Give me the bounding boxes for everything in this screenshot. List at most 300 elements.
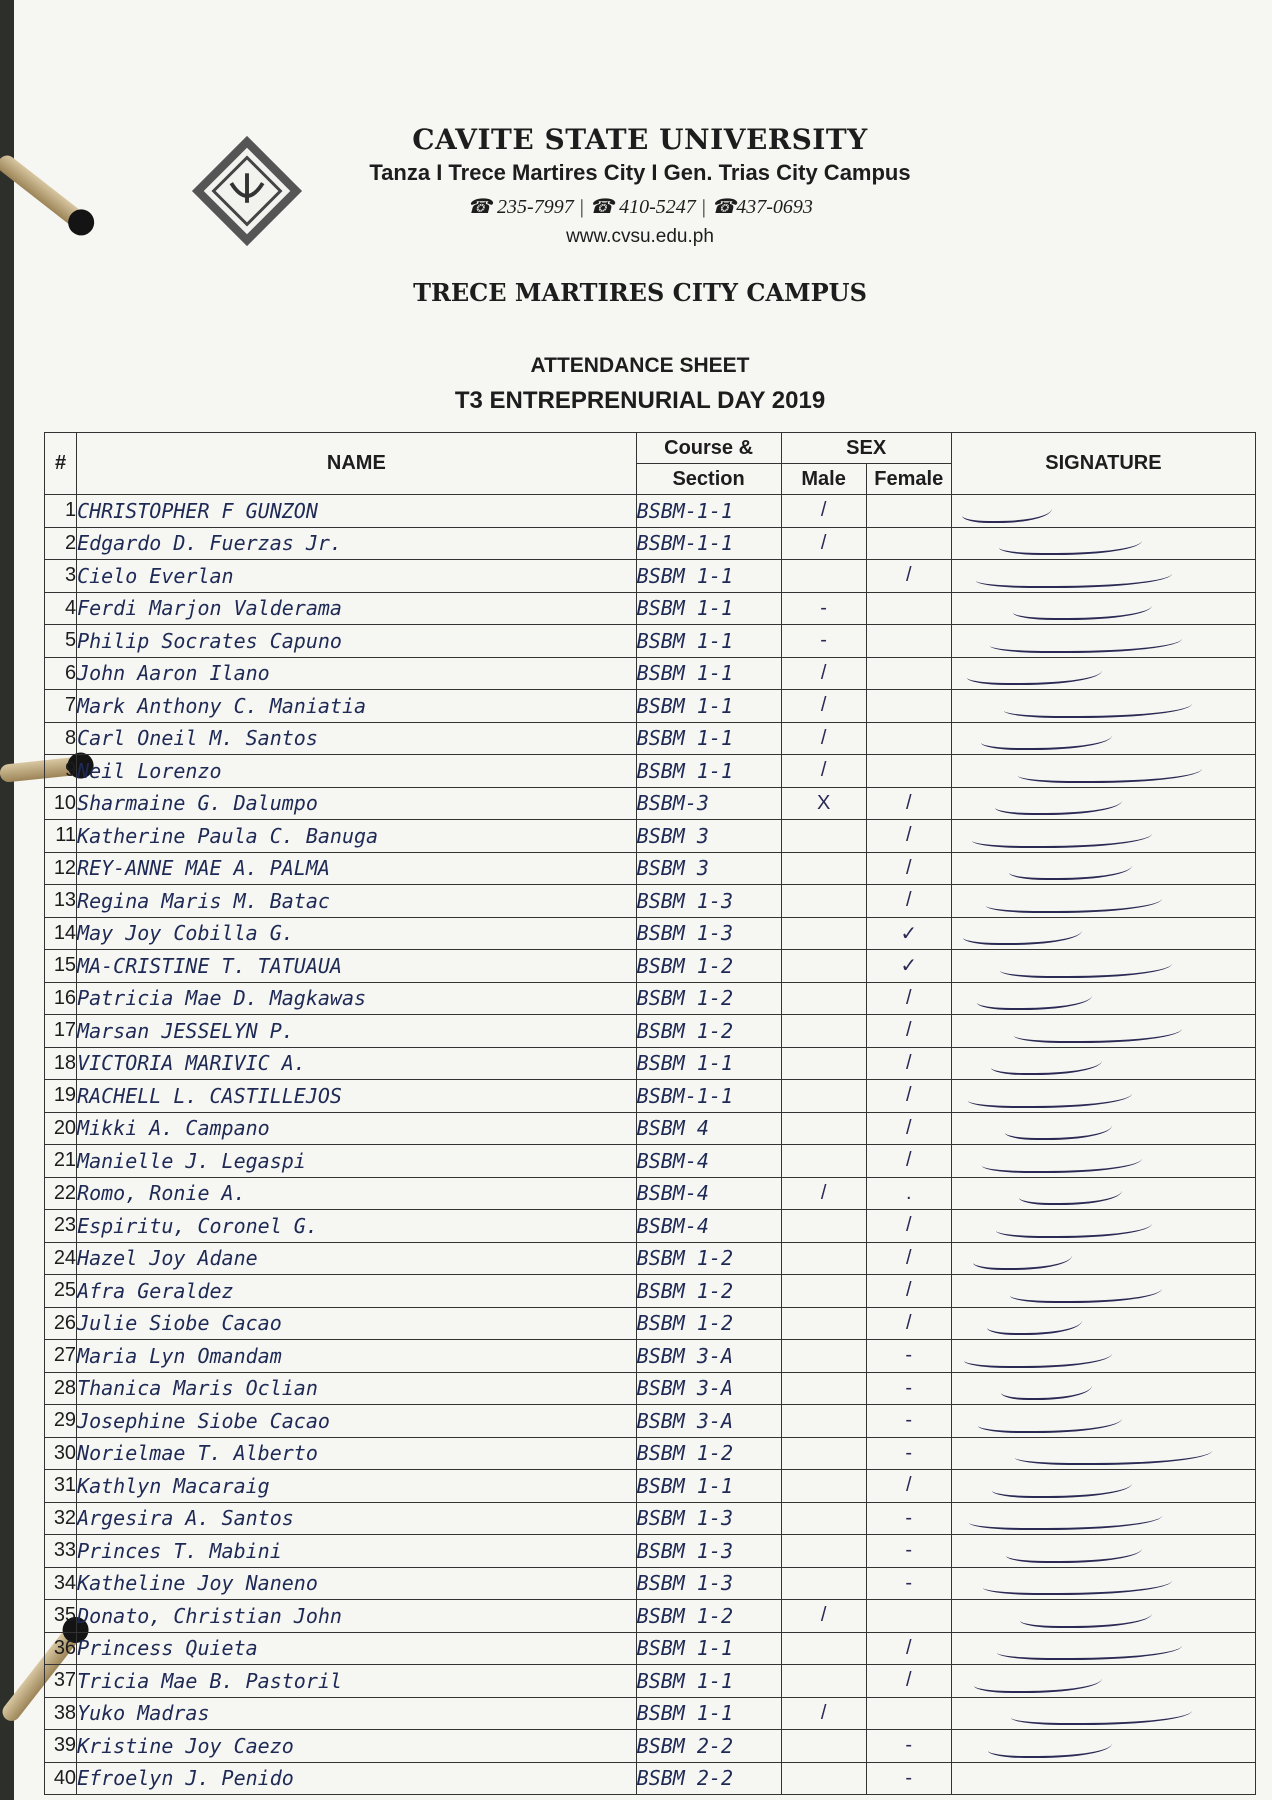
attendee-name: Kristine Joy Caezo [77,1730,637,1763]
sex-female-mark: / [866,820,951,853]
sex-male-mark [781,1242,866,1275]
course-section: BSBM-4 [636,1210,781,1243]
sex-female-mark: / [866,1242,951,1275]
attendee-name: Efroelyn J. Penido [77,1762,637,1795]
table-row [45,885,1256,918]
attendee-name: Kathlyn Macaraig [77,1470,637,1503]
course-section: BSBM 1-2 [636,1600,781,1633]
signature-scribble-icon [972,824,1152,848]
sex-male-mark [781,1112,866,1145]
course-section: BSBM 1-2 [636,1242,781,1275]
table-row [45,495,1256,528]
sex-female-mark: - [866,1535,951,1568]
row-number: 36 [45,1632,77,1665]
sex-male-mark [781,820,866,853]
signature-cell [951,1210,1255,1243]
attendee-name: Princess Quieta [77,1632,637,1665]
row-number: 25 [45,1275,77,1308]
signature-cell [951,852,1255,885]
row-number: 28 [45,1372,77,1405]
attendee-name: Mikki A. Campano [77,1112,637,1145]
course-section: BSBM-4 [636,1145,781,1178]
sex-male-mark: / [781,1697,866,1730]
signature-scribble-icon [996,1214,1152,1238]
table-row [45,852,1256,885]
sex-male-mark [781,1470,866,1503]
signature-cell [951,1080,1255,1113]
table-row [45,625,1256,658]
row-number: 1 [45,495,77,528]
signature-scribble-icon [999,531,1142,555]
signature-scribble-icon [964,1344,1112,1368]
attendee-name: Julie Siobe Cacao [77,1307,637,1340]
row-number: 26 [45,1307,77,1340]
col-header-name: NAME [77,433,637,495]
signature-scribble-icon [1019,1181,1122,1205]
signature-scribble-icon [974,1669,1102,1693]
sex-female-mark: / [866,1470,951,1503]
signature-scribble-icon [983,1571,1172,1595]
signature-cell [951,1372,1255,1405]
signature-scribble-icon [969,1506,1162,1530]
attendee-name: Cielo Everlan [77,560,637,593]
sex-male-mark [781,1535,866,1568]
row-number: 6 [45,657,77,690]
sex-female-mark: / [866,1210,951,1243]
sex-male-mark [781,1632,866,1665]
signature-scribble-icon [962,499,1052,523]
attendee-name: Afra Geraldez [77,1275,637,1308]
signature-scribble-icon [995,791,1122,815]
sex-male-mark [781,1340,866,1373]
signature-scribble-icon [981,726,1112,750]
course-section: BSBM 1-1 [636,560,781,593]
col-header-male: Male [781,464,866,495]
row-number: 14 [45,917,77,950]
row-number: 22 [45,1177,77,1210]
course-section: BSBM-1-1 [636,495,781,528]
table-row [45,1015,1256,1048]
col-header-number: # [45,433,77,495]
signature-cell [951,527,1255,560]
table-row [45,1697,1256,1730]
university-name: CAVITE STATE UNIVERSITY [412,123,868,156]
row-number: 3 [45,560,77,593]
course-section: BSBM 1-1 [636,625,781,658]
row-number: 4 [45,592,77,625]
sex-female-mark: / [866,885,951,918]
table-row [45,1502,1256,1535]
attendee-name: REY-ANNE MAE A. PALMA [77,852,637,885]
table-row [45,950,1256,983]
table-row [45,527,1256,560]
table-row [45,1340,1256,1373]
signature-scribble-icon [1018,759,1202,783]
row-number: 37 [45,1665,77,1698]
row-number: 12 [45,852,77,885]
table-row [45,787,1256,820]
row-number: 2 [45,527,77,560]
course-section: BSBM 1-1 [636,690,781,723]
table-row [45,1762,1256,1795]
sex-male-mark: / [781,1600,866,1633]
row-number: 8 [45,722,77,755]
col-header-female: Female [866,464,951,495]
attendee-name: Argesira A. Santos [77,1502,637,1535]
table-row [45,1080,1256,1113]
signature-cell [951,1632,1255,1665]
table-row [45,1535,1256,1568]
signature-scribble-icon [1010,1279,1162,1303]
sex-male-mark [781,852,866,885]
attendee-name: Thanica Maris Oclian [77,1372,637,1405]
attendee-name: John Aaron Ilano [77,657,637,690]
table-row [45,1567,1256,1600]
table-row [45,1307,1256,1340]
course-section: BSBM 1-1 [636,1697,781,1730]
course-section: BSBM 1-2 [636,1015,781,1048]
signature-cell [951,982,1255,1015]
signature-cell [951,495,1255,528]
course-section: BSBM 1-2 [636,982,781,1015]
signature-scribble-icon [982,1149,1142,1173]
sex-female-mark [866,690,951,723]
table-row [45,722,1256,755]
sex-female-mark: - [866,1567,951,1600]
table-row [45,1730,1256,1763]
sex-female-mark: / [866,560,951,593]
table-row [45,1632,1256,1665]
sex-female-mark [866,625,951,658]
signature-cell [951,1340,1255,1373]
signature-cell [951,1502,1255,1535]
signature-cell [951,917,1255,950]
signature-cell [951,1600,1255,1633]
signature-cell [951,787,1255,820]
row-number: 31 [45,1470,77,1503]
attendee-name: Josephine Siobe Cacao [77,1405,637,1438]
sex-female-mark: / [866,982,951,1015]
sex-male-mark [781,1015,866,1048]
attendee-name: Princes T. Mabini [77,1535,637,1568]
course-section: BSBM 1-1 [636,722,781,755]
attendee-name: Katherine Paula C. Banuga [77,820,637,853]
attendance-rows [45,495,1256,1795]
signature-scribble-icon [990,629,1182,653]
row-number: 21 [45,1145,77,1178]
signature-cell [951,1242,1255,1275]
sex-female-mark: ✓ [866,917,951,950]
sex-male-mark [781,950,866,983]
attendee-name: May Joy Cobilla G. [77,917,637,950]
signature-cell [951,1730,1255,1763]
course-section: BSBM 1-3 [636,1502,781,1535]
sex-male-mark [781,560,866,593]
course-section: BSBM 1-1 [636,1047,781,1080]
signature-scribble-icon [968,1084,1132,1108]
table-row [45,755,1256,788]
row-number: 24 [45,1242,77,1275]
row-number: 23 [45,1210,77,1243]
course-section: BSBM 1-2 [636,1437,781,1470]
campus-title: TRECE MARTIRES CITY CAMPUS [413,278,867,307]
course-section: BSBM 1-3 [636,917,781,950]
signature-scribble-icon [1013,596,1152,620]
signature-cell [951,657,1255,690]
signature-scribble-icon [1014,1019,1182,1043]
sex-male-mark [781,1047,866,1080]
sex-female-mark [866,755,951,788]
sex-female-mark: / [866,1080,951,1113]
row-number: 33 [45,1535,77,1568]
signature-cell [951,1015,1255,1048]
row-number: 35 [45,1600,77,1633]
sex-female-mark [866,1697,951,1730]
attendee-name: Mark Anthony C. Maniatia [77,690,637,723]
sex-female-mark: / [866,787,951,820]
attendee-name: RACHELL L. CASTILLEJOS [77,1080,637,1113]
sex-male-mark [781,1502,866,1535]
signature-cell [951,722,1255,755]
course-section: BSBM 4 [636,1112,781,1145]
signature-scribble-icon [1009,856,1132,880]
website-link[interactable]: www.cvsu.edu.ph [566,226,714,247]
signature-cell [951,1470,1255,1503]
attendee-name: Romo, Ronie A. [77,1177,637,1210]
signature-scribble-icon [991,1051,1102,1075]
attendee-name: Ferdi Marjon Valderama [77,592,637,625]
row-number: 38 [45,1697,77,1730]
row-number: 20 [45,1112,77,1145]
row-number: 40 [45,1762,77,1795]
table-row [45,917,1256,950]
table-row [45,560,1256,593]
sex-female-mark: / [866,1307,951,1340]
course-section: BSBM 1-2 [636,950,781,983]
course-section: BSBM-1-1 [636,1080,781,1113]
signature-cell [951,1437,1255,1470]
sex-male-mark: X [781,787,866,820]
sex-male-mark [781,1275,866,1308]
signature-scribble-icon [1004,694,1192,718]
signature-cell [951,1762,1255,1795]
signature-cell [951,690,1255,723]
table-row [45,592,1256,625]
signature-cell [951,625,1255,658]
sex-male-mark [781,1210,866,1243]
sex-female-mark: . [866,1177,951,1210]
course-section: BSBM 3-A [636,1340,781,1373]
signature-scribble-icon [987,1311,1082,1335]
attendee-name: Sharmaine G. Dalumpo [77,787,637,820]
table-row [45,690,1256,723]
attendee-name: Tricia Mae B. Pastoril [77,1665,637,1698]
signature-cell [951,1307,1255,1340]
signature-cell [951,1275,1255,1308]
attendee-name: Katheline Joy Naneno [77,1567,637,1600]
sex-male-mark [781,1665,866,1698]
signature-scribble-icon [986,889,1162,913]
sex-male-mark [781,1405,866,1438]
course-section: BSBM 3-A [636,1405,781,1438]
course-section: BSBM 1-1 [636,755,781,788]
sex-female-mark [866,495,951,528]
table-row [45,1665,1256,1698]
signature-cell [951,1112,1255,1145]
sex-female-mark: / [866,1112,951,1145]
binder-edge [0,0,14,1800]
row-number: 27 [45,1340,77,1373]
table-row [45,1210,1256,1243]
attendee-name: Neil Lorenzo [77,755,637,788]
sex-male-mark [781,1762,866,1795]
table-row [45,1047,1256,1080]
signature-cell [951,755,1255,788]
attendee-name: VICTORIA MARIVIC A. [77,1047,637,1080]
sex-female-mark: / [866,1665,951,1698]
course-section: BSBM-1-1 [636,527,781,560]
course-section: BSBM 1-1 [636,1470,781,1503]
signature-cell [951,1405,1255,1438]
table-row [45,1177,1256,1210]
course-section: BSBM 2-2 [636,1730,781,1763]
course-section: BSBM 1-3 [636,885,781,918]
signature-scribble-icon [976,564,1172,588]
sex-female-mark: / [866,852,951,885]
attendee-name: Carl Oneil M. Santos [77,722,637,755]
row-number: 5 [45,625,77,658]
sex-male-mark [781,1080,866,1113]
signature-scribble-icon [1020,1604,1152,1628]
signature-scribble-icon [1006,1539,1142,1563]
sex-female-mark [866,722,951,755]
table-row [45,820,1256,853]
row-number: 19 [45,1080,77,1113]
sex-female-mark: - [866,1405,951,1438]
event-title: T3 ENTREPRENURIAL DAY 2019 [454,387,826,414]
attendee-name: Espiritu, Coronel G. [77,1210,637,1243]
table-row [45,1437,1256,1470]
attendee-name: Regina Maris M. Batac [77,885,637,918]
row-number: 18 [45,1047,77,1080]
signature-cell [951,1567,1255,1600]
signature-cell [951,1047,1255,1080]
sex-male-mark: - [781,625,866,658]
attendee-name: Marsan JESSELYN P. [77,1015,637,1048]
sex-female-mark [866,527,951,560]
sex-male-mark: / [781,690,866,723]
table-row [45,982,1256,1015]
sex-male-mark [781,982,866,1015]
row-number: 34 [45,1567,77,1600]
course-section: BSBM-4 [636,1177,781,1210]
course-section: BSBM 1-3 [636,1567,781,1600]
table-row [45,1405,1256,1438]
sheet-title: ATTENDANCE SHEET [530,354,750,377]
signature-scribble-icon [967,661,1102,685]
row-number: 11 [45,820,77,853]
sex-male-mark [781,1372,866,1405]
row-number: 29 [45,1405,77,1438]
signature-scribble-icon [1015,1441,1212,1465]
sex-male-mark: / [781,657,866,690]
table-row [45,1112,1256,1145]
attendee-name: Patricia Mae D. Magkawas [77,982,637,1015]
signature-scribble-icon [1000,954,1172,978]
course-section: BSBM 1-2 [636,1275,781,1308]
row-number: 9 [45,755,77,788]
attendee-name: Donato, Christian John [77,1600,637,1633]
attendee-name: MA-CRISTINE T. TATUAUA [77,950,637,983]
sex-female-mark: - [866,1372,951,1405]
table-row [45,1242,1256,1275]
signature-cell [951,1145,1255,1178]
attendee-name: Edgardo D. Fuerzas Jr. [77,527,637,560]
course-section: BSBM 3 [636,852,781,885]
attendee-name: Yuko Madras [77,1697,637,1730]
sex-female-mark: - [866,1730,951,1763]
signature-cell [951,1535,1255,1568]
signature-scribble-icon [978,1409,1122,1433]
signature-cell [951,560,1255,593]
sex-female-mark: / [866,1275,951,1308]
sex-male-mark [781,1437,866,1470]
signature-cell [951,1177,1255,1210]
course-section: BSBM 1-1 [636,1665,781,1698]
signature-cell [951,950,1255,983]
sex-female-mark [866,1600,951,1633]
signature-scribble-icon [1005,1116,1112,1140]
sex-male-mark [781,917,866,950]
attendee-name: Philip Socrates Capuno [77,625,637,658]
sex-male-mark: / [781,755,866,788]
row-number: 16 [45,982,77,1015]
sex-male-mark: - [781,592,866,625]
col-header-section: Section [636,464,781,495]
row-number: 7 [45,690,77,723]
sex-female-mark [866,657,951,690]
table-row [45,1600,1256,1633]
sex-female-mark [866,592,951,625]
attendee-name: Maria Lyn Omandam [77,1340,637,1373]
sex-male-mark: / [781,1177,866,1210]
signature-cell [951,820,1255,853]
sex-female-mark: / [866,1145,951,1178]
course-section: BSBM-3 [636,787,781,820]
signature-scribble-icon [963,921,1082,945]
sex-male-mark [781,1567,866,1600]
sex-male-mark [781,1730,866,1763]
table-row [45,1275,1256,1308]
row-number: 10 [45,787,77,820]
sex-female-mark: / [866,1015,951,1048]
sex-male-mark: / [781,722,866,755]
row-number: 13 [45,885,77,918]
sex-female-mark: - [866,1437,951,1470]
course-section: BSBM 2-2 [636,1762,781,1795]
signature-scribble-icon [988,1734,1112,1758]
sex-female-mark: - [866,1762,951,1795]
sex-female-mark: ✓ [866,950,951,983]
col-header-course: Course & [636,433,781,464]
attendee-name: CHRISTOPHER F GUNZON [77,495,637,528]
sex-female-mark: - [866,1502,951,1535]
col-header-signature: SIGNATURE [951,433,1255,495]
phone-numbers: ☎ 235-7997 | ☎ 410-5247 | ☎437-0693 [467,196,813,218]
table-row [45,1145,1256,1178]
signature-scribble-icon [977,986,1092,1010]
signature-scribble-icon [973,1246,1072,1270]
